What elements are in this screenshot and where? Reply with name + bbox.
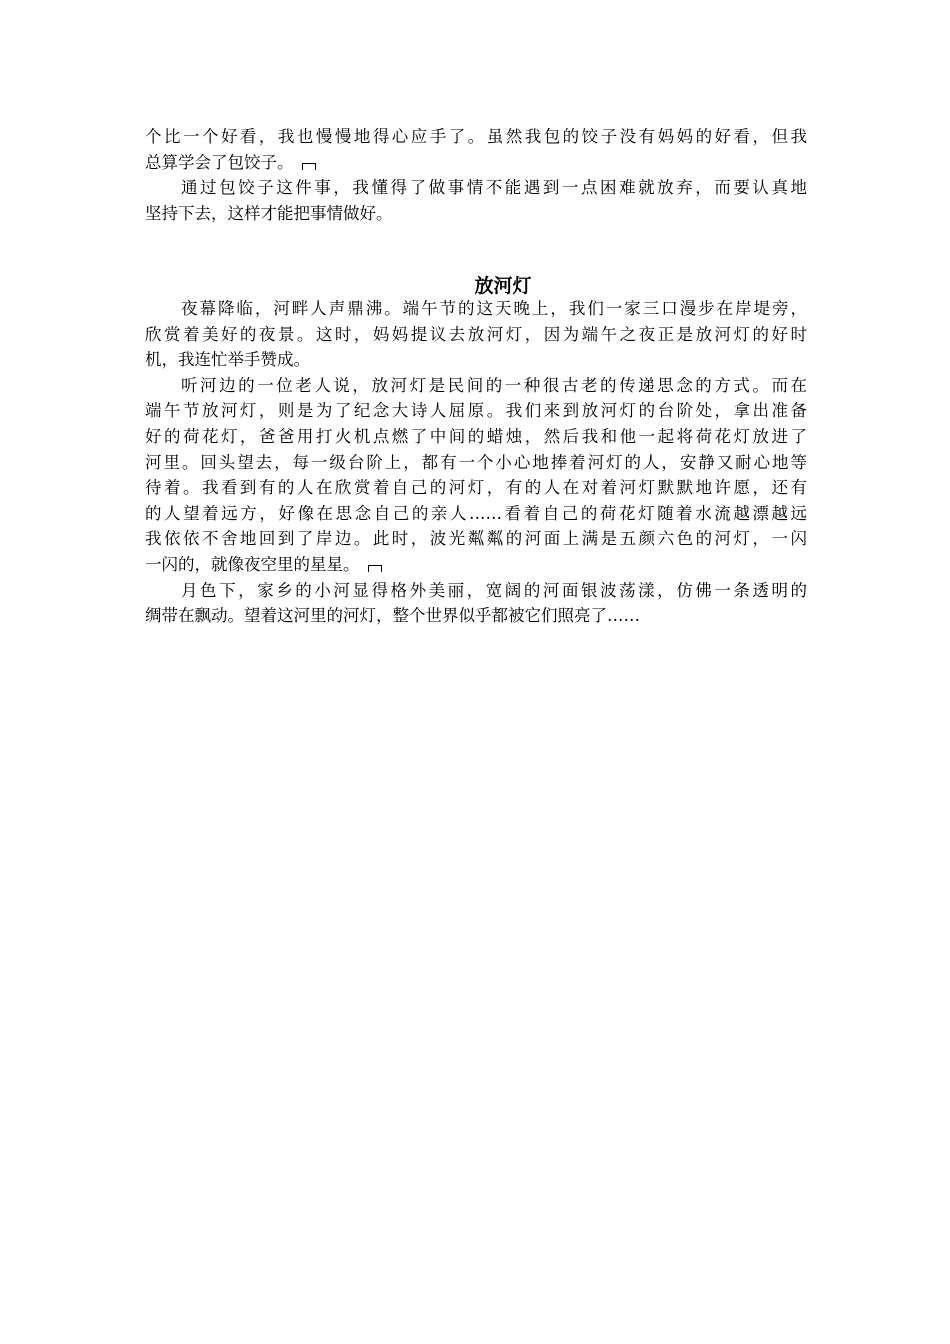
paragraph-line (145, 552, 807, 578)
paragraph-line: 欣赏着美好的夜景。这时，妈妈提议去放河灯，因为端午之夜正是放河灯的好时 (145, 324, 807, 344)
paragraph-line: 坚持下去，这样才能把事情做好。 (145, 203, 393, 223)
paragraph-line: 的人望着远方，好像在思念自己的亲人……看着自己的荷花灯随着水流越漂越远 (145, 503, 807, 523)
paragraph-line: 个比一个好看，我也慢慢地得心应手了。虽然我包的饺子没有妈妈的好看，但我 (145, 127, 807, 146)
paragraph-line: 夜幕降临，河畔人声鼎沸。端午节的这天晚上，我们一家三口漫步在岸堤旁， (181, 299, 807, 318)
essay-body (145, 296, 807, 629)
paragraph-line: 机，我连忙举手赞成。 (145, 350, 310, 370)
paragraph-line: 我依依不舍地回到了岸边。此时，波光粼粼的河面上满是五颜六色的河灯，一闪 (145, 529, 807, 549)
paragraph-line: 听河边的一位老人说，放河灯是民间的一种很古老的传递思念的方式。而在 (181, 375, 807, 395)
paragraph-line: 绸带在飘动。望着这河里的河灯，整个世界似乎都被它们照亮了…… (145, 606, 640, 626)
paragraph-end-mark (368, 565, 382, 572)
paragraph-line-text: 总算学会了包饺子。 (145, 152, 294, 172)
paragraph-line: 好的荷花灯，爸爸用打火机点燃了中间的蜡烛，然后我和他一起将荷花灯放进了 (145, 426, 807, 446)
paragraph-end-mark (302, 163, 316, 170)
paragraph-line-text: 一闪的，就像夜空里的星星。 (145, 554, 360, 574)
paragraph-line: 通过包饺子这件事，我懂得了做事情不能遇到一点困难就放弃，而要认真地 (181, 178, 807, 198)
paragraph-line: 月色下，家乡的小河显得格外美丽，宽阔的河面银波荡漾，仿佛一条透明的 (181, 580, 807, 600)
paragraph-line: 河里。回头望去，每一级台阶上，都有一个小心地捧着河灯的人，安静又耐心地等 (145, 452, 807, 472)
paragraph-line: 待着。我看到有的人在欣赏着自己的河灯，有的人在对着河灯默默地许愿，还有 (145, 478, 807, 498)
essay-title: 放河灯 (474, 275, 532, 297)
paragraph-line (145, 150, 807, 176)
intro-text-block (145, 124, 807, 226)
paragraph-line: 端午节放河灯，则是为了纪念大诗人屈原。我们来到放河灯的台阶处，拿出准备 (145, 401, 807, 421)
